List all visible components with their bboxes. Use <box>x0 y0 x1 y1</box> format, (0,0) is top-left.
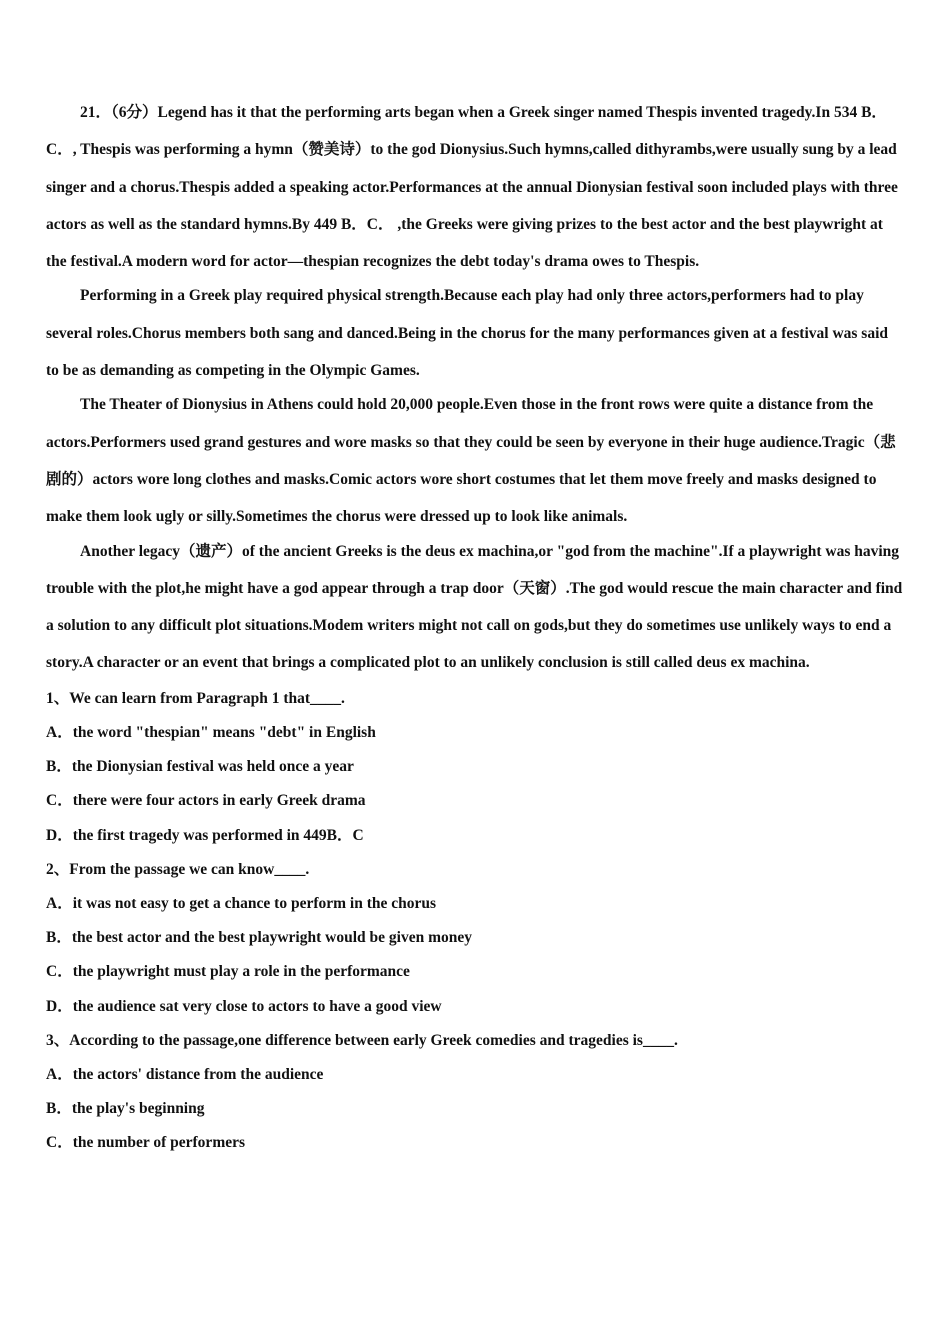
question-2 <box>46 853 904 1024</box>
passage-paragraph-4: Another legacy（遗产）of the ancient Greeks is the deus ex machina,or "god from the machine".If a playwright was having trouble with the plot,he might have a god appear through a trap door（天窗）.The god would rescue the main character and find a solution to any difficult plot situations.Modem writers might not call on gods,but they do sometimes use unlikely ways to end a story.A character or an event that brings a complicated plot to an unlikely conclusion is still called deus ex machina. <box>46 542 903 672</box>
question-stem: 3、According to the passage,one difference between early Greek comedies and tragedies is____. <box>46 1031 678 1049</box>
passage-paragraph-1: 21．（6分）Legend has it that the performing arts began when a Greek singer named Thespis invented tragedy.In 534 B．C．, Thespis was performing a hymn（赞美诗）to the god Dionysius.Such hymns,called dithyrambs,were usually sung by a lead singer and a chorus.Thespis added a speaking actor.Performances at the annual Dionysian festival soon included plays with three actors as well as the standard hymns.By 449 B．C． ,the Greeks were giving prizes to the best actor and the best playwright at the festival.A modern word for actor—thespian recognizes the debt today's drama owes to Thespis. <box>46 104 898 271</box>
question-3 <box>46 1024 904 1161</box>
question-option: D．the first tragedy was performed in 449B．C <box>46 826 364 844</box>
question-option: A．it was not easy to get a chance to perform in the chorus <box>46 894 437 912</box>
question-option: C．the number of performers <box>46 1134 246 1152</box>
passage-paragraph-3: The Theater of Dionysius in Athens could hold 20,000 people.Even those in the front rows were quite a distance from the actors.Performers used grand gestures and wore masks so that they could be seen by everyone in their huge audience.Tragic（悲剧的）actors wore long clothes and masks.Comic actors wore short costumes that let them move freely and masks designed to make them look ugly or silly.Sometimes the chorus were dressed up to look like animals. <box>46 396 896 526</box>
passage-paragraph-2: Performing in a Greek play required physical strength.Because each play had only three actors,performers had to play several roles.Chorus members both sang and danced.Being in the chorus for the many performances given at a festival was said to be as demanding as competing in the Olympic Games. <box>46 287 889 380</box>
question-stem: 2、From the passage we can know____. <box>46 860 310 878</box>
question-option: A．the actors' distance from the audience <box>46 1065 324 1083</box>
question-1 <box>46 682 904 853</box>
question-list <box>46 682 904 1161</box>
question-option: A．the word "thespian" means "debt" in English <box>46 723 376 741</box>
question-option: C．there were four actors in early Greek drama <box>46 792 366 810</box>
reading-passage <box>46 94 904 682</box>
question-option: B．the Dionysian festival was held once a year <box>46 758 354 776</box>
question-stem: 1、We can learn from Paragraph 1 that____. <box>46 689 345 707</box>
question-option: C．the playwright must play a role in the performance <box>46 963 410 981</box>
question-option: B．the best actor and the best playwright would be given money <box>46 929 472 947</box>
document-page <box>46 94 904 1161</box>
question-option: B．the play's beginning <box>46 1100 205 1118</box>
question-option: D．the audience sat very close to actors to have a good view <box>46 997 442 1015</box>
